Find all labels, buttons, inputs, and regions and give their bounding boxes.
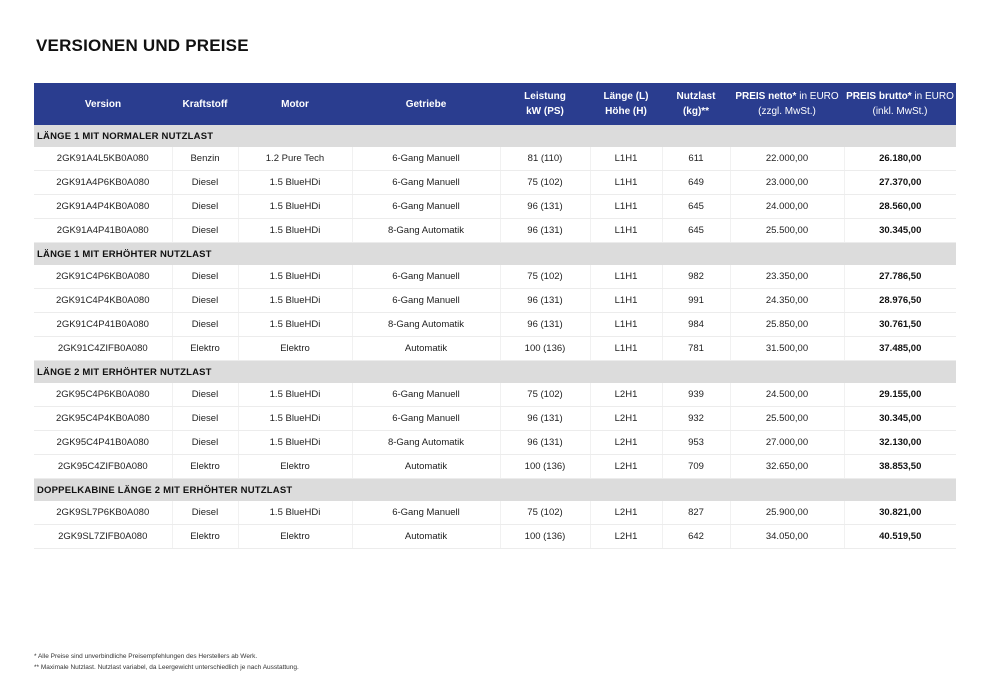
- cell-preis-brutto: 30.345,00: [844, 219, 956, 243]
- cell-version: 2GK91C4P4KB0A080: [34, 289, 172, 313]
- cell-getriebe: Automatik: [352, 337, 500, 361]
- table-row: [34, 337, 956, 361]
- cell-kraftstoff: Diesel: [172, 431, 238, 455]
- cell-getriebe: 6-Gang Manuell: [352, 501, 500, 525]
- column-header-version: [34, 83, 172, 125]
- cell-kraftstoff: Diesel: [172, 219, 238, 243]
- cell-nutzlast: 827: [662, 501, 730, 525]
- cell-preis-netto: 31.500,00: [730, 337, 844, 361]
- cell-kraftstoff: Diesel: [172, 171, 238, 195]
- cell-version: 2GK9SL7P6KB0A080: [34, 501, 172, 525]
- table-row: [34, 313, 956, 337]
- cell-kraftstoff: Diesel: [172, 289, 238, 313]
- cell-preis-netto: 25.500,00: [730, 407, 844, 431]
- cell-preis-netto: 23.350,00: [730, 265, 844, 289]
- cell-preis-brutto: 27.786,50: [844, 265, 956, 289]
- cell-preis-brutto: 38.853,50: [844, 455, 956, 479]
- column-header-sublabel: Höhe (H): [605, 106, 647, 117]
- cell-leistung: 100 (136): [500, 455, 590, 479]
- cell-leistung: 81 (110): [500, 147, 590, 171]
- cell-motor: 1.5 BlueHDi: [238, 501, 352, 525]
- column-header-sublabel: (kg)**: [682, 106, 710, 117]
- cell-motor: 1.5 BlueHDi: [238, 219, 352, 243]
- cell-leistung: 96 (131): [500, 289, 590, 313]
- column-header-preis-brutto: [844, 83, 956, 125]
- cell-preis-netto: 22.000,00: [730, 147, 844, 171]
- cell-kraftstoff: Diesel: [172, 407, 238, 431]
- column-header-preis-netto: [730, 83, 844, 125]
- cell-nutzlast: 645: [662, 219, 730, 243]
- cell-kraftstoff: Elektro: [172, 337, 238, 361]
- cell-laenge: L2H1: [590, 431, 662, 455]
- cell-version: 2GK91A4P4KB0A080: [34, 195, 172, 219]
- cell-laenge: L1H1: [590, 195, 662, 219]
- cell-nutzlast: 932: [662, 407, 730, 431]
- cell-leistung: 96 (131): [500, 219, 590, 243]
- cell-kraftstoff: Diesel: [172, 501, 238, 525]
- header-row: [34, 83, 956, 125]
- cell-nutzlast: 991: [662, 289, 730, 313]
- cell-motor: Elektro: [238, 525, 352, 549]
- cell-version: 2GK95C4P4KB0A080: [34, 407, 172, 431]
- cell-preis-netto: 24.500,00: [730, 383, 844, 407]
- column-header-label: Motor: [281, 98, 309, 110]
- column-header-label: Kraftstoff: [182, 98, 228, 110]
- cell-preis-brutto: 30.345,00: [844, 407, 956, 431]
- cell-motor: 1.5 BlueHDi: [238, 289, 352, 313]
- cell-nutzlast: 953: [662, 431, 730, 455]
- column-header-label: PREIS brutto*: [846, 91, 912, 102]
- column-header-leistung: [500, 83, 590, 125]
- cell-preis-brutto: 26.180,00: [844, 147, 956, 171]
- cell-leistung: 96 (131): [500, 195, 590, 219]
- cell-nutzlast: 649: [662, 171, 730, 195]
- cell-motor: 1.5 BlueHDi: [238, 383, 352, 407]
- cell-kraftstoff: Diesel: [172, 383, 238, 407]
- cell-nutzlast: 642: [662, 525, 730, 549]
- price-table: [34, 83, 956, 549]
- column-header-laenge: [590, 83, 662, 125]
- cell-kraftstoff: Benzin: [172, 147, 238, 171]
- cell-kraftstoff: Diesel: [172, 265, 238, 289]
- cell-motor: 1.2 Pure Tech: [238, 147, 352, 171]
- cell-laenge: L2H1: [590, 455, 662, 479]
- section-row: [34, 125, 956, 147]
- cell-nutzlast: 982: [662, 265, 730, 289]
- cell-laenge: L1H1: [590, 265, 662, 289]
- cell-version: 2GK91A4L5KB0A080: [34, 147, 172, 171]
- cell-preis-brutto: 37.485,00: [844, 337, 956, 361]
- section-title: LÄNGE 1 MIT NORMALER NUTZLAST: [34, 125, 956, 147]
- cell-leistung: 96 (131): [500, 407, 590, 431]
- cell-getriebe: 6-Gang Manuell: [352, 289, 500, 313]
- column-header-nutzlast: [662, 83, 730, 125]
- cell-getriebe: 6-Gang Manuell: [352, 383, 500, 407]
- cell-getriebe: 8-Gang Automatik: [352, 219, 500, 243]
- cell-getriebe: Automatik: [352, 525, 500, 549]
- cell-getriebe: 6-Gang Manuell: [352, 195, 500, 219]
- table-row: [34, 407, 956, 431]
- section-row: [34, 479, 956, 502]
- table-row: [34, 501, 956, 525]
- cell-leistung: 100 (136): [500, 525, 590, 549]
- cell-version: 2GK91C4ZIFB0A080: [34, 337, 172, 361]
- section-row: [34, 243, 956, 266]
- cell-preis-brutto: 30.821,00: [844, 501, 956, 525]
- cell-version: 2GK91C4P6KB0A080: [34, 265, 172, 289]
- page-title: VERSIONEN UND PREISE: [36, 36, 249, 55]
- column-header-label: Getriebe: [405, 98, 447, 110]
- cell-motor: Elektro: [238, 455, 352, 479]
- table-row: [34, 195, 956, 219]
- cell-laenge: L2H1: [590, 407, 662, 431]
- cell-getriebe: 8-Gang Automatik: [352, 431, 500, 455]
- cell-laenge: L1H1: [590, 219, 662, 243]
- cell-kraftstoff: Elektro: [172, 455, 238, 479]
- cell-kraftstoff: Elektro: [172, 525, 238, 549]
- footnotes: [34, 651, 299, 673]
- cell-laenge: L1H1: [590, 171, 662, 195]
- cell-preis-netto: 25.900,00: [730, 501, 844, 525]
- column-header-sublabel: kW (PS): [526, 106, 564, 117]
- cell-nutzlast: 611: [662, 147, 730, 171]
- cell-preis-netto: 23.000,00: [730, 171, 844, 195]
- column-header-motor: [238, 83, 352, 125]
- column-header-label: PREIS netto*: [735, 91, 797, 102]
- cell-nutzlast: 645: [662, 195, 730, 219]
- cell-motor: 1.5 BlueHDi: [238, 171, 352, 195]
- table-row: [34, 455, 956, 479]
- column-header-kraftstoff: [172, 83, 238, 125]
- cell-preis-netto: 34.050,00: [730, 525, 844, 549]
- cell-version: 2GK91A4P6KB0A080: [34, 171, 172, 195]
- footnote: * Alle Preise sind unverbindliche Preisempfehlungen des Herstellers ab Werk.: [34, 653, 258, 660]
- cell-motor: 1.5 BlueHDi: [238, 431, 352, 455]
- cell-version: 2GK91C4P41B0A080: [34, 313, 172, 337]
- cell-preis-netto: 27.000,00: [730, 431, 844, 455]
- cell-leistung: 75 (102): [500, 383, 590, 407]
- section-row: [34, 361, 956, 384]
- table-row: [34, 383, 956, 407]
- cell-leistung: 75 (102): [500, 171, 590, 195]
- cell-motor: 1.5 BlueHDi: [238, 407, 352, 431]
- cell-laenge: L1H1: [590, 147, 662, 171]
- cell-laenge: L1H1: [590, 289, 662, 313]
- cell-leistung: 96 (131): [500, 431, 590, 455]
- column-header-label-suffix: in EURO: [911, 91, 954, 102]
- table-body: [34, 125, 956, 549]
- cell-laenge: L2H1: [590, 525, 662, 549]
- column-header-label: Länge (L): [603, 91, 649, 102]
- cell-preis-brutto: 32.130,00: [844, 431, 956, 455]
- cell-laenge: L1H1: [590, 337, 662, 361]
- cell-getriebe: 6-Gang Manuell: [352, 265, 500, 289]
- column-header-label: Leistung: [524, 91, 566, 102]
- column-header-label: Version: [84, 98, 122, 110]
- cell-kraftstoff: Diesel: [172, 195, 238, 219]
- cell-preis-brutto: 28.560,00: [844, 195, 956, 219]
- cell-nutzlast: 709: [662, 455, 730, 479]
- cell-motor: 1.5 BlueHDi: [238, 313, 352, 337]
- column-header-sublabel: (inkl. MwSt.): [872, 106, 928, 117]
- cell-leistung: 75 (102): [500, 265, 590, 289]
- table-row: [34, 219, 956, 243]
- cell-preis-netto: 25.850,00: [730, 313, 844, 337]
- cell-motor: Elektro: [238, 337, 352, 361]
- cell-getriebe: Automatik: [352, 455, 500, 479]
- cell-getriebe: 6-Gang Manuell: [352, 407, 500, 431]
- cell-leistung: 75 (102): [500, 501, 590, 525]
- table-row: [34, 431, 956, 455]
- column-header-label-suffix: in EURO: [796, 91, 839, 102]
- table-row: [34, 525, 956, 549]
- footnote: ** Maximale Nutzlast. Nutzlast variabel, da Leergewicht unterschiedlich je nach Ausstattung.: [34, 664, 299, 671]
- table-row: [34, 171, 956, 195]
- cell-version: 2GK9SL7ZIFB0A080: [34, 525, 172, 549]
- cell-preis-brutto: 40.519,50: [844, 525, 956, 549]
- section-title: LÄNGE 2 MIT ERHÖHTER NUTZLAST: [34, 361, 956, 384]
- cell-getriebe: 8-Gang Automatik: [352, 313, 500, 337]
- table-row: [34, 147, 956, 171]
- cell-version: 2GK95C4P6KB0A080: [34, 383, 172, 407]
- table-header: [34, 83, 956, 125]
- cell-laenge: L2H1: [590, 383, 662, 407]
- cell-laenge: L1H1: [590, 313, 662, 337]
- cell-laenge: L2H1: [590, 501, 662, 525]
- cell-getriebe: 6-Gang Manuell: [352, 147, 500, 171]
- cell-preis-brutto: 30.761,50: [844, 313, 956, 337]
- section-title: LÄNGE 1 MIT ERHÖHTER NUTZLAST: [34, 243, 956, 266]
- cell-motor: 1.5 BlueHDi: [238, 195, 352, 219]
- cell-nutzlast: 939: [662, 383, 730, 407]
- cell-getriebe: 6-Gang Manuell: [352, 171, 500, 195]
- cell-leistung: 100 (136): [500, 337, 590, 361]
- cell-preis-brutto: 29.155,00: [844, 383, 956, 407]
- column-header-sublabel: (zzgl. MwSt.): [758, 106, 816, 117]
- table-row: [34, 265, 956, 289]
- cell-leistung: 96 (131): [500, 313, 590, 337]
- cell-preis-netto: 24.350,00: [730, 289, 844, 313]
- column-header-getriebe: [352, 83, 500, 125]
- cell-version: 2GK95C4P41B0A080: [34, 431, 172, 455]
- cell-version: 2GK91A4P41B0A080: [34, 219, 172, 243]
- column-header-label: Nutzlast: [676, 91, 716, 102]
- section-title: DOPPELKABINE LÄNGE 2 MIT ERHÖHTER NUTZLAST: [34, 479, 956, 502]
- cell-motor: 1.5 BlueHDi: [238, 265, 352, 289]
- cell-preis-brutto: 28.976,50: [844, 289, 956, 313]
- cell-preis-netto: 24.000,00: [730, 195, 844, 219]
- cell-preis-netto: 32.650,00: [730, 455, 844, 479]
- cell-kraftstoff: Diesel: [172, 313, 238, 337]
- cell-preis-brutto: 27.370,00: [844, 171, 956, 195]
- cell-nutzlast: 984: [662, 313, 730, 337]
- cell-nutzlast: 781: [662, 337, 730, 361]
- cell-version: 2GK95C4ZIFB0A080: [34, 455, 172, 479]
- cell-preis-netto: 25.500,00: [730, 219, 844, 243]
- table-row: [34, 289, 956, 313]
